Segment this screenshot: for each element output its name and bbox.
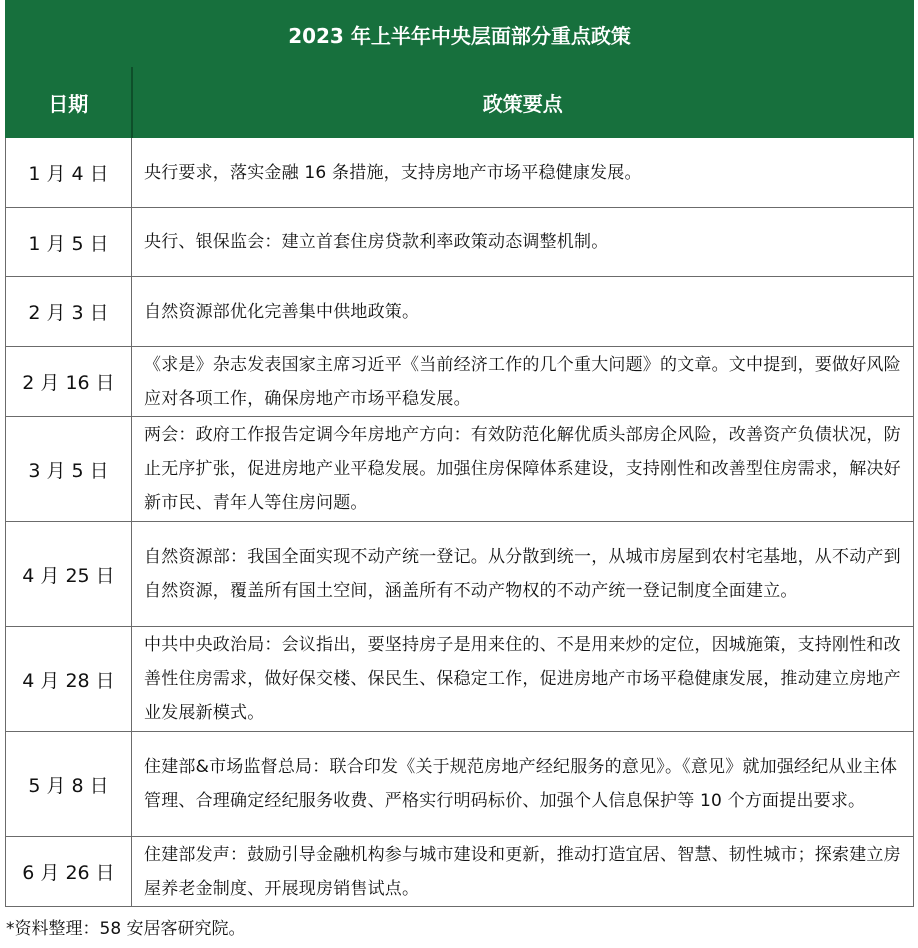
row-date: 5 月 8 日	[6, 732, 132, 837]
row-policy-text: 中共中央政治局：会议指出，要坚持房子是用来住的、不是用来炒的定位，因城施策，支持刚性和改善性住房需求，做好保交楼、保民生、保稳定工作，促进房地产市场平稳健康发展，推动建立房地产业发展新模式。	[132, 627, 914, 732]
table-row	[6, 347, 914, 417]
column-header-policy: 政策要点	[132, 68, 914, 138]
column-header-date: 日期	[6, 68, 132, 138]
row-date: 4 月 28 日	[6, 627, 132, 732]
table-row	[6, 627, 914, 732]
table-row	[6, 522, 914, 627]
table-row	[6, 208, 914, 277]
table-row	[6, 417, 914, 522]
row-policy-text: 住建部&市场监督总局：联合印发《关于规范房地产经纪服务的意见》。《意见》就加强经纪从业主体管理、合理确定经纪服务收费、严格实行明码标价、加强个人信息保护等 10 个方面提出要求。	[132, 732, 914, 837]
row-policy-text: 自然资源部优化完善集中供地政策。	[132, 277, 914, 347]
row-policy-text: 《求是》杂志发表国家主席习近平《当前经济工作的几个重大问题》的文章。文中提到，要做好风险应对各项工作，确保房地产市场平稳发展。	[132, 347, 914, 417]
table-title: 2023 年上半年中央层面部分重点政策	[6, 1, 914, 68]
row-policy-text: 住建部发声：鼓励引导金融机构参与城市建设和更新，推动打造宜居、智慧、韧性城市；探索建立房屋养老金制度、开展现房销售试点。	[132, 837, 914, 907]
row-date: 1 月 4 日	[6, 138, 132, 208]
row-policy-text: 央行、银保监会：建立首套住房贷款利率政策动态调整机制。	[132, 208, 914, 277]
row-date: 2 月 3 日	[6, 277, 132, 347]
table-row	[6, 277, 914, 347]
policy-table	[5, 0, 914, 907]
table-row	[6, 138, 914, 208]
row-date: 2 月 16 日	[6, 347, 132, 417]
row-date: 4 月 25 日	[6, 522, 132, 627]
table-row	[6, 732, 914, 837]
row-date: 3 月 5 日	[6, 417, 132, 522]
row-date: 1 月 5 日	[6, 208, 132, 277]
row-date: 6 月 26 日	[6, 837, 132, 907]
row-policy-text: 两会：政府工作报告定调今年房地产方向：有效防范化解优质头部房企风险，改善资产负债状况，防止无序扩张，促进房地产业平稳发展。加强住房保障体系建设，支持刚性和改善型住房需求，解决好新市民、青年人等住房问题。	[132, 417, 914, 522]
table-row	[6, 837, 914, 907]
source-note: *资料整理：58 安居客研究院。	[6, 919, 246, 939]
row-policy-text: 自然资源部：我国全面实现不动产统一登记。从分散到统一，从城市房屋到农村宅基地，从不动产到自然资源，覆盖所有国土空间，涵盖所有不动产物权的不动产统一登记制度全面建立。	[132, 522, 914, 627]
row-policy-text: 央行要求，落实金融 16 条措施，支持房地产市场平稳健康发展。	[132, 138, 914, 208]
